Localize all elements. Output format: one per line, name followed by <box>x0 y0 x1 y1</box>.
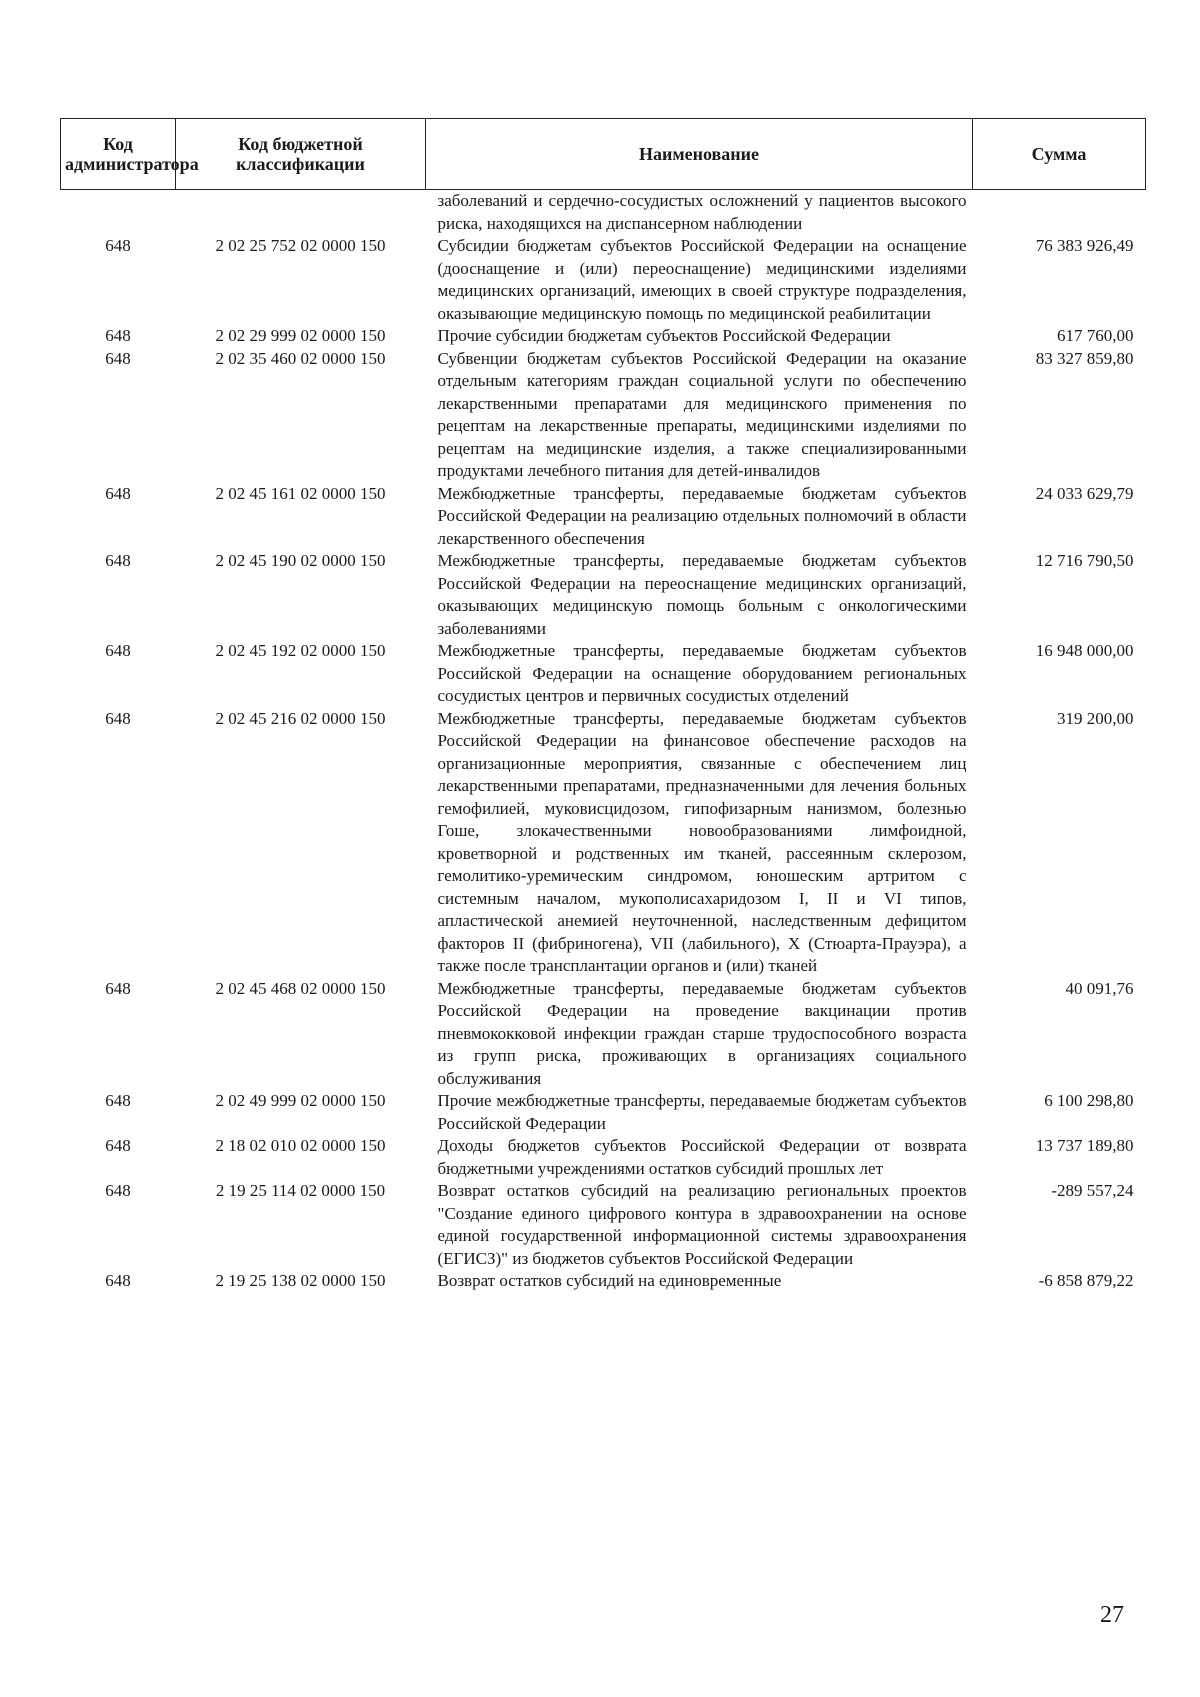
sum-cell: 16 948 000,00 <box>1035 641 1134 660</box>
budget-code-cell: 2 02 45 468 02 0000 150 <box>215 978 386 998</box>
name-cell: Субвенции бюджетам субъектов Российской Федерации на оказание отдельным категориям граждан социальной услуги по обеспечению лекарственными препаратами для медицинского применения по рецептам на лекарственные препараты, медицинскими изделиями по рецептам на медицинские изделия, а также специализированными продуктами лечебного питания для детей-инвалидов <box>437 348 967 480</box>
admin-code-cell: 648 <box>105 326 131 345</box>
header-admin-code: Код администратора <box>61 119 176 190</box>
admin-code-cell: 648 <box>105 1271 131 1290</box>
admin-code-cell: 648 <box>105 978 131 998</box>
budget-code-cell: 2 18 02 010 02 0000 150 <box>215 1136 386 1155</box>
admin-code-cell: 648 <box>105 1136 131 1155</box>
budget-code-cell <box>176 190 426 236</box>
header-budget-code: Код бюджетной классификации <box>176 119 426 190</box>
sum-cell: -289 557,24 <box>1051 1181 1134 1200</box>
table-header <box>61 119 1146 190</box>
table-row <box>61 550 1146 640</box>
table-row <box>61 1180 1146 1270</box>
name-cell: Доходы бюджетов субъектов Российской Федерации от возврата бюджетными учреждениями остатков субсидий прошлых лет <box>437 1136 967 1178</box>
budget-code-cell: 2 02 29 999 02 0000 150 <box>215 326 386 345</box>
sum-cell: 12 716 790,50 <box>1035 551 1134 570</box>
admin-code-cell: 648 <box>105 708 131 728</box>
admin-code-cell: 648 <box>105 1091 131 1110</box>
table-row <box>61 1135 1146 1180</box>
sum-cell: -6 858 879,22 <box>1038 1271 1134 1290</box>
budget-code-cell: 2 19 25 138 02 0000 150 <box>215 1271 386 1290</box>
table-row <box>61 325 1146 348</box>
name-cell: Межбюджетные трансферты, передаваемые бюджетам субъектов Российской Федерации на переоснащение медицинских организаций, оказывающих медицинскую помощь больным с онкологическими заболеваниями <box>437 551 967 638</box>
name-cell: заболеваний и сердечно-сосудистых осложнений у пациентов высокого риска, находящихся на диспансерном наблюдении <box>437 191 967 233</box>
table-row <box>61 483 1146 551</box>
table-body <box>61 190 1146 1293</box>
sum-cell: 617 760,00 <box>1057 326 1134 345</box>
table-row <box>61 1270 1146 1293</box>
header-name: Наименование <box>426 119 973 190</box>
admin-code-cell: 648 <box>105 348 131 368</box>
table-row <box>61 640 1146 708</box>
budget-revenue-table <box>60 118 1146 1293</box>
budget-code-cell: 2 02 45 161 02 0000 150 <box>215 483 386 503</box>
sum-cell: 83 327 859,80 <box>1035 348 1134 368</box>
header-sum: Сумма <box>973 119 1146 190</box>
table-row <box>61 1090 1146 1135</box>
budget-code-cell: 2 19 25 114 02 0000 150 <box>215 1181 386 1200</box>
admin-code-cell: 648 <box>105 551 131 570</box>
table-row <box>61 190 1146 236</box>
budget-code-cell: 2 02 45 216 02 0000 150 <box>215 708 386 728</box>
sum-cell: 76 383 926,49 <box>1035 236 1134 255</box>
name-cell: Прочие субсидии бюджетам субъектов Российской Федерации <box>437 326 891 345</box>
sum-cell: 319 200,00 <box>1057 708 1134 728</box>
sum-cell: 6 100 298,80 <box>1044 1091 1134 1110</box>
sum-cell: 40 091,76 <box>1065 978 1134 998</box>
budget-code-cell: 2 02 45 190 02 0000 150 <box>215 551 386 570</box>
name-cell: Прочие межбюджетные трансферты, передаваемые бюджетам субъектов Российской Федерации <box>437 1091 967 1133</box>
name-cell: Межбюджетные трансферты, передаваемые бюджетам субъектов Российской Федерации на проведение вакцинации против пневмококковой инфекции граждан старше трудоспособного возраста из групп риска, проживающих в организациях социального обслуживания <box>437 978 967 1088</box>
name-cell: Субсидии бюджетам субъектов Российской Федерации на оснащение (дооснащение и (или) переоснащение) медицинскими изделиями медицинских организаций, имеющих в своей структуре подразделения, оказывающие медицинскую помощь по медицинской реабилитации <box>437 236 967 323</box>
budget-code-cell: 2 02 25 752 02 0000 150 <box>215 236 386 255</box>
admin-code-cell <box>61 190 176 236</box>
sum-cell: 24 033 629,79 <box>1035 483 1134 503</box>
table-row <box>61 708 1146 978</box>
budget-code-cell: 2 02 35 460 02 0000 150 <box>215 348 386 368</box>
table-row <box>61 348 1146 483</box>
name-cell: Межбюджетные трансферты, передаваемые бюджетам субъектов Российской Федерации на оснащение оборудованием региональных сосудистых центров и первичных сосудистых отделений <box>437 641 967 705</box>
name-cell: Возврат остатков субсидий на реализацию региональных проектов "Создание единого цифрового контура в здравоохранении на основе единой государственной информационной системы здравоохранения (ЕГИСЗ)" из бюджетов субъектов Российской Федерации <box>437 1181 967 1268</box>
name-cell: Межбюджетные трансферты, передаваемые бюджетам субъектов Российской Федерации на финансовое обеспечение расходов на организационные мероприятия, связанные с обеспечением лиц лекарственными препаратами, предназначенными для лечения больных гемофилией, муковисцидозом, гипофизарным нанизмом, болезнью Гоше, злокачественными новообразованиями лимфоидной, кроветворной и родственных им тканей, рассеянным склерозом, гемолитико-уремическим синдромом, юношеским артритом с системным началом, мукополисахаридозом I, II и VI типов, апластической анемией неуточненной, наследственным дефицитом факторов II (фибриногена), VII (лабильного), X (Стюарта-Прауэра), а также после трансплантации органов и (или) тканей <box>437 708 967 975</box>
page-number: 27 <box>1100 1602 1124 1628</box>
sum-cell: 13 737 189,80 <box>1035 1136 1134 1155</box>
admin-code-cell: 648 <box>105 483 131 503</box>
table-row <box>61 235 1146 325</box>
table-row <box>61 978 1146 1091</box>
sum-cell <box>973 190 1146 236</box>
budget-code-cell: 2 02 49 999 02 0000 150 <box>215 1091 386 1110</box>
admin-code-cell: 648 <box>105 641 131 660</box>
admin-code-cell: 648 <box>105 236 131 255</box>
budget-code-cell: 2 02 45 192 02 0000 150 <box>215 641 386 660</box>
name-cell: Межбюджетные трансферты, передаваемые бюджетам субъектов Российской Федерации на реализацию отдельных полномочий в области лекарственного обеспечения <box>437 483 967 548</box>
admin-code-cell: 648 <box>105 1181 131 1200</box>
name-cell: Возврат остатков субсидий на единовременные <box>437 1271 782 1290</box>
